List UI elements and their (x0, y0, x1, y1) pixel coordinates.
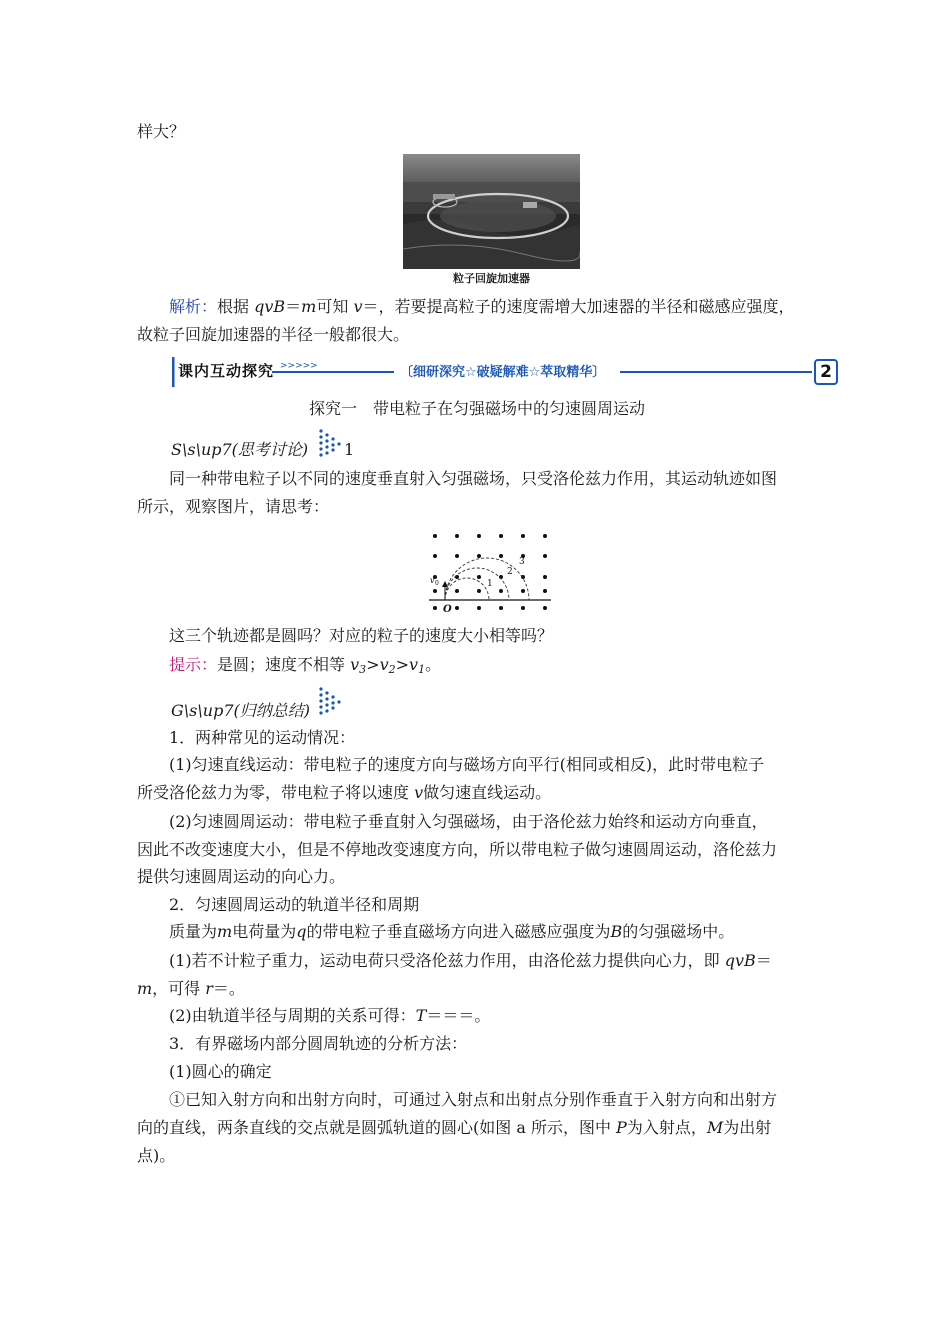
text-line: ①已知入射方向和出射方向时，可通过入射点和出射点分别作垂直于入射方向和出射方 (169, 1090, 778, 1109)
svg-text:>>>>>: >>>>> (280, 361, 318, 371)
text-line: (2)由轨道半径与周期的关系可得：T＝＝＝。 (169, 1006, 491, 1025)
velocity-subscript: 0 (435, 580, 439, 587)
triangle-arrow-icon (318, 686, 342, 718)
track-label-1: 1 (487, 579, 493, 589)
text-line: 这三个轨迹都是圆吗？对应的粒子的速度大小相等吗？ (169, 626, 554, 645)
text-line: 样大？ (137, 122, 186, 141)
analysis-label: 解析： (169, 297, 218, 316)
origin-label: O (443, 604, 452, 614)
text-line: 所受洛伦兹力为零，带电粒子将以速度 v做匀速直线运动。 (137, 783, 552, 802)
text-line: (1)圆心的确定 (169, 1062, 272, 1081)
text-line: (1)匀速直线运动：带电粒子的速度方向与磁场方向平行(相同或相反)，此时带电粒子 (169, 755, 765, 774)
banner-title: 课内互动探究 (178, 362, 275, 380)
text-line: 质量为m电荷量为q的带电粒子垂直磁场方向进入磁感应强度为B的匀强磁场中。 (169, 922, 735, 941)
section-number: 2 (814, 359, 838, 385)
velocity-label: v (430, 576, 435, 585)
section-title: 探究一 带电粒子在匀强磁场中的匀速圆周运动 (308, 399, 645, 418)
text-line: (1)若不计粒子重力，运动电荷只受洛伦兹力作用，由洛伦兹力提供向心力，即 qvB＝ (169, 951, 772, 970)
text-line: (2)匀速圆周运动：带电粒子垂直射入匀强磁场，由于洛伦兹力始终和运动方向垂直， (169, 812, 768, 831)
summary-marker: G\s\up7(归纳总结) (171, 701, 310, 720)
section-banner (172, 356, 840, 388)
magnetic-field-figure (425, 528, 555, 614)
triangle-arrow-icon (318, 428, 342, 460)
text-line: 所示，观察图片，请思考： (137, 497, 330, 516)
text-line: 2．匀速圆周运动的轨道半径和周期 (169, 895, 420, 914)
track-label-3: 3 (519, 557, 525, 567)
figure-caption: 粒子回旋加速器 (453, 272, 530, 285)
text-line: 点)。 (137, 1146, 176, 1165)
analysis-paragraph: 解析：根据 qvB＝m可知 v＝，若要提高粒子的速度需增大加速器的半径和磁感应强度， (169, 297, 795, 316)
text-line: m，可得 r＝。 (137, 979, 245, 998)
banner-slogan: 〔细研深究☆破疑解难☆萃取精华〕 (400, 365, 606, 380)
think-marker: S\s\up7(思考讨论) (171, 440, 309, 459)
text-line: 提供匀速圆周运动的向心力。 (137, 867, 346, 886)
track-label-2: 2 (507, 567, 513, 577)
think-number: 1 (344, 440, 355, 459)
text-line: 同一种带电粒子以不同的速度垂直射入匀强磁场，只受洛伦兹力作用，其运动轨迹如图 (169, 469, 778, 488)
accelerator-photo (403, 154, 580, 269)
text-line: 因此不改变速度大小，但是不停地改变速度方向，所以带电粒子做匀速圆周运动，洛伦兹力 (137, 840, 778, 859)
hint-label: 提示： (169, 655, 218, 674)
text-line: 故粒子回旋加速器的半径一般都很大。 (137, 325, 410, 344)
text-line: 1．两种常见的运动情况： (169, 728, 356, 747)
text-line: 向的直线，两条直线的交点就是圆弧轨道的圆心(如图 a 所示，图中 P为入射点，M为出射 (137, 1118, 772, 1137)
hint-paragraph: 提示：是圆；速度不相等 $v_3>v_2>v_1$。 (169, 655, 442, 676)
text-line: 3．有界磁场内部分圆周轨迹的分析方法： (169, 1034, 468, 1053)
